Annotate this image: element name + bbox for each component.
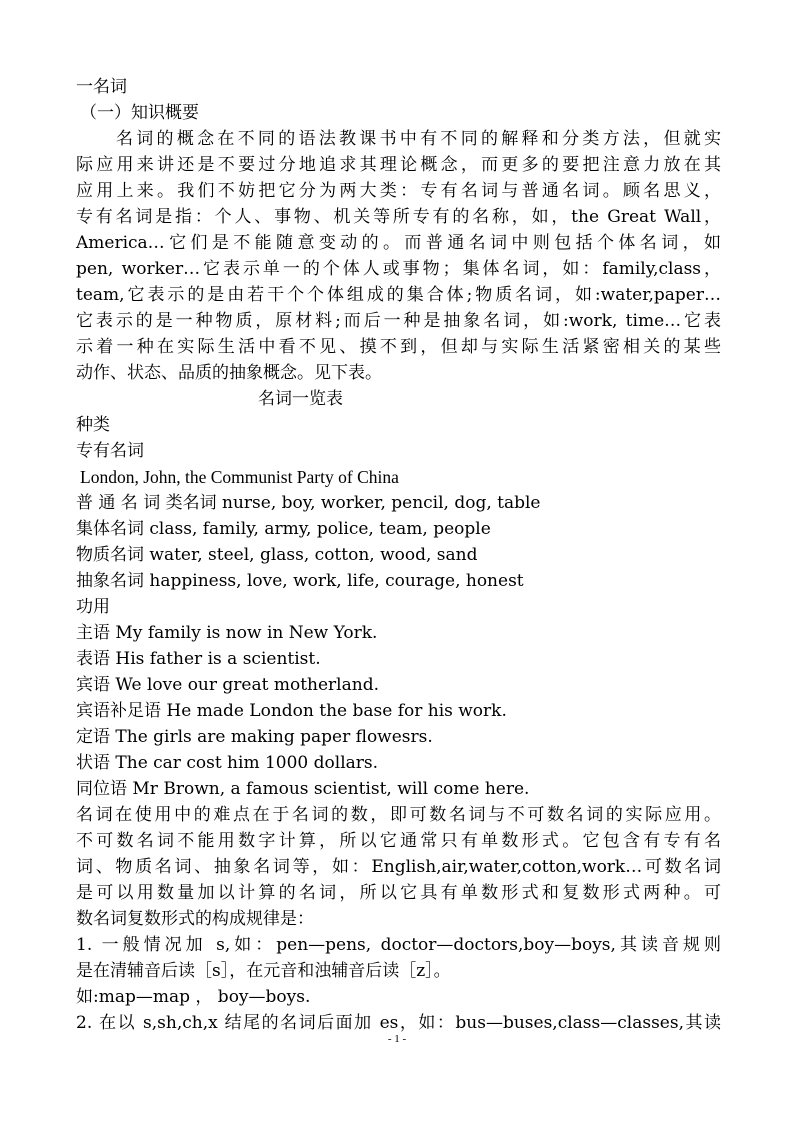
table-line: 种类 <box>76 415 110 435</box>
intro-line: America…它们是不能随意变动的。而普通名词中则包括个体名词，如 <box>76 233 721 253</box>
intro-line: 应用上来。我们不妨把它分为两大类：专有名词与普通名词。顾名思义， <box>76 181 721 201</box>
intro-line: 专有名词是指：个人、事物、机关等所专有的名称，如，the Great Wall， <box>76 207 721 227</box>
table-line: 集体名词 class, family, army, police, team, people <box>76 519 491 539</box>
table-line: London, John, the Communist Party of China <box>80 467 399 487</box>
table-line: 同位语 Mr Brown, a famous scientist, will come here. <box>76 779 530 799</box>
intro-line: pen, worker…它表示单一的个体人或事物；集体名词，如：family,class， <box>76 259 721 279</box>
body-line: 是可以用数量加以计算的名词，所以它具有单数形式和复数形式两种。可 <box>76 883 721 903</box>
table-line: 宾语补足语 He made London the base for his work. <box>76 701 507 721</box>
table-line: 定语 The girls are making paper flowesrs. <box>76 727 433 747</box>
example-1: 如:map—map ， boy—boys. <box>76 987 311 1007</box>
table-line: 专有名词 <box>76 441 144 461</box>
body-line: 名词在使用中的难点在于名词的数，即可数名词与不可数名词的实际应用。 <box>76 805 721 825</box>
intro-line: team,它表示的是由若干个个体组成的集合体;物质名词，如:water,paper… <box>76 285 721 305</box>
doc-heading: 一名词 <box>76 77 127 97</box>
table-line: 宾语 We love our great motherland. <box>76 675 379 695</box>
body-line: 词、物质名词、抽象名词等，如：English,air,water,cotton,work…可数名词 <box>76 857 721 877</box>
table-line: 普 通 名 词 类名词 nurse, boy, worker, pencil, dog, table <box>76 493 541 513</box>
table-line: 物质名词 water, steel, glass, cotton, wood, sand <box>76 545 478 565</box>
doc-subheading: （一）知识概要 <box>80 103 199 123</box>
table-title: 名词一览表 <box>258 389 343 409</box>
table-line: 主语 My family is now in New York. <box>76 623 378 643</box>
rule-2: 2. 在以 s,sh,ch,x 结尾的名词后面加 es，如：bus—buses,class—classes,其读 <box>76 1013 721 1033</box>
intro-line: 动作、状态、品质的抽象概念。见下表。 <box>76 363 382 383</box>
table-line: 状语 The car cost him 1000 dollars. <box>76 753 379 773</box>
body-line: 不可数名词不能用数字计算，所以它通常只有单数形式。它包含有专有名 <box>76 831 721 851</box>
intro-line: 它表示的是一种物质，原材料;而后一种是抽象名词，如:work, time…它表 <box>76 311 721 331</box>
intro-line: 际应用来讲还是不要过分地追求其理论概念，而更多的要把注意力放在其 <box>76 155 721 175</box>
table-line: 表语 His father is a scientist. <box>76 649 321 669</box>
rule-1-cont: 是在清辅音后读［s］，在元音和浊辅音后读［z］。 <box>76 961 451 981</box>
table-line: 抽象名词 happiness, love, work, life, courage, honest <box>76 571 524 591</box>
intro-line: 示着一种在实际生活中看不见、摸不到，但却与实际生活紧密相关的某些 <box>76 337 721 357</box>
page-number: - 1 - <box>387 1033 407 1045</box>
intro-line: 名词的概念在不同的语法教课书中有不同的解释和分类方法，但就实 <box>116 129 721 149</box>
body-line: 数名词复数形式的构成规律是： <box>76 909 314 929</box>
rule-1: 1. 一般情况加 s,如：pen—pens, doctor—doctors,boy—boys,其读音规则 <box>76 935 721 955</box>
table-line: 功用 <box>76 597 110 617</box>
